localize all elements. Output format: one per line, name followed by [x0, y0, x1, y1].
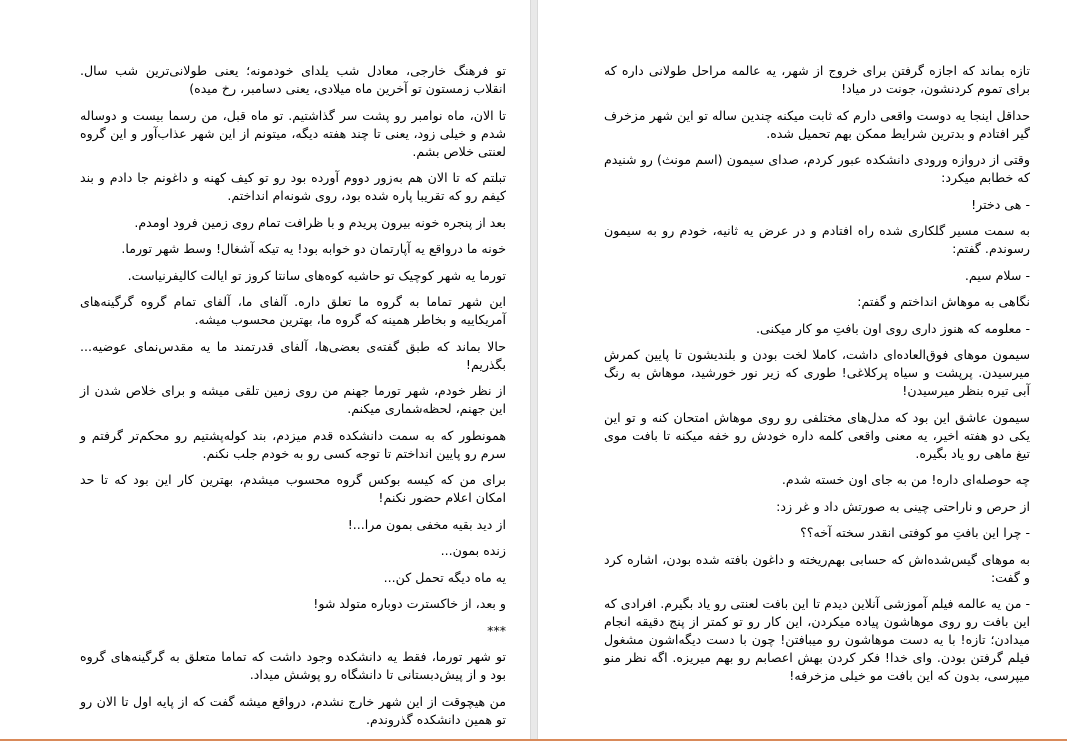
- section-separator: ***: [487, 622, 506, 638]
- left-page: [0, 0, 531, 741]
- paragraph: وقتی از دروازه ورودی دانشکده عبور کردم، صدای سیمون (اسم مونث) رو شنیدم که خطابم میکرد:: [604, 152, 1030, 185]
- left-page-text: [80, 62, 506, 737]
- paragraph: خونه ما درواقع یه آپارتمان دو خوابه بود! یه تیکه آشغال! وسط شهر تورما.: [121, 241, 506, 256]
- paragraph: تورما یه شهر کوچیک تو حاشیه کوه‌های سانتا کروز تو ایالت کالیفرنیاست.: [127, 267, 506, 283]
- dialogue-line: - سلام سیم.: [964, 267, 1030, 283]
- paragraph: برای من که کیسه بوکس گروه محسوب میشدم، بهترین کار این بود که تا حد امکان اعلام حضور نکنم!: [80, 472, 506, 505]
- right-page: [537, 0, 1067, 741]
- paragraph: تو شهر تورما، فقط یه دانشکده وجود داشت که تماما متعلق به گرگینه‌های گروه بود و از پیش‌دبستانی تا دانشگاه رو پوشش میداد.: [80, 649, 506, 682]
- paragraph: چه حوصله‌ای داره! من به جای اون خسته شدم.: [781, 472, 1030, 487]
- paragraph: یه ماه دیگه تحمل کن...: [383, 569, 506, 585]
- paragraph: نگاهی به موهاش انداختم و گفتم:: [857, 294, 1030, 309]
- paragraph: سیمون عاشق این بود که مدل‌های مختلفی رو روی موهاش امتحان کنه و تو این یکی دو هفته اخیر، یه معنی واقعی کلمه داره خودش رو خفه میکنه تا بافت موی تیغ ماهی رو یاد بگیره.: [604, 409, 1030, 461]
- dialogue-line: - من یه عالمه فیلم آموزشی آنلاین دیدم تا این بافت لعنتی رو یاد بگیرم. افرادی که این بافت رو روی موهاشون پیاده میکردن، این کار رو تو کمتر از پنج دقیقه انجام میدادن؛ تازه! با یه دست موهاشون رو میبافتن! چون با دست دیگه‌اشون مشغول فیلم گرفتن بودن. وای خدا! فکر کردن بهش اعصابم رو بهم میریزه. اگه نظر منو میپرسی، بدون که این بافت مو خیلی مزخرفه!: [604, 596, 1030, 683]
- paragraph: از نظر خودم، شهر تورما جهنم من روی زمین تلقی میشه و برای خلاص شدن از این جهنم، لحظه‌شماری میکنم.: [80, 383, 506, 416]
- dialogue-line: - چرا این بافتِ مو کوفتی انقدر سخته آخه؟؟: [800, 525, 1030, 540]
- paragraph: از دید بقیه مخفی بمون مرا...!: [347, 516, 506, 532]
- paragraph: حالا بماند که طبق گفته‌ی بعضی‌ها، آلفای قدرتمند ما یه مقدس‌نمای عوضیه... بگذریم!: [80, 338, 506, 372]
- paragraph: حداقل اینجا یه دوست واقعی دارم که ثابت میکنه چندین ساله تو این شهر مزخرف گیر افتادم و بدترین شرایط ممکن بهم تحمیل شده.: [604, 107, 1030, 141]
- dialogue-line: - معلومه که هنوز داری روی اون بافتِ مو کار میکنی.: [756, 320, 1030, 336]
- paragraph: تبلتم که تا الان هم به‌زور دووم آورده بود رو تو کیف کهنه و داغونم جا دادم و بند کیفم رو که تقریبا پاره شده بود، روی شونه‌ام انداختم.: [80, 170, 506, 203]
- paragraph: زنده بمون...: [440, 543, 506, 558]
- paragraph: بعد از پنجره خونه بیرون پریدم و با ظرافت تمام روی زمین فرود اومدم.: [134, 214, 506, 230]
- paragraph: سیمون موهای فوق‌العاده‌ای داشت، کاملا لخت بودن و بلندیشون تا پایین کمرش میرسیدن. پرپشت و سیاه پرکلاغی! طوری که زیر نور خورشید، موهاش به رنگ آبی تیره بنظر میرسیدن!: [604, 347, 1030, 398]
- paragraph: تازه بماند که اجازه گرفتن برای خروج از شهر، یه عالمه مراحل طولانی داره که برای تموم کردنشون، جونت در میاد!: [604, 63, 1030, 96]
- paragraph: از حرص و ناراحتی چینی به صورتش داد و غر زد:: [776, 498, 1030, 514]
- paragraph: تا الان، ماه نوامبر رو پشت سر گذاشتیم. تو ماه قبل، من رسما بیست و دوساله شدم و خیلی زود، یعنی تا چند هفته دیگه، میتونم از این شهر عذاب‌آور و این گروه لعنتی خلاص بشم.: [80, 107, 506, 159]
- paragraph: من هیچوقت از این شهر خارج نشدم، درواقع میشه گفت که از پایه اول تا الان رو تو همین دانشکده گذروندم.: [80, 693, 506, 727]
- dialogue-line: - هی دختر!: [971, 196, 1030, 212]
- paragraph: همونطور که به سمت دانشکده قدم میزدم، بند کوله‌پشتیم رو محکم‌تر گرفتم و سرم رو پایین انداختم تا توجه کسی رو به خودم جلب نکنم.: [80, 427, 506, 461]
- paragraph: و بعد، از خاکسترت دوباره متولد شو!: [313, 596, 506, 611]
- paragraph: به سمت مسیر گلکاری شده راه افتادم و در عرض یه ثانیه، خودم رو به سیمون رسوندم. گفتم:: [604, 223, 1030, 256]
- paragraph: به موهای گیس‌شده‌اش که حسابی بهم‌ریخته و داغون بافته شده بودن، اشاره کرد و گفت:: [604, 551, 1030, 585]
- right-page-text: [604, 62, 1030, 694]
- paragraph: تو فرهنگ خارجی، معادل شب یلدای خودمونه؛ یعنی طولانی‌ترین شب سال. انقلاب زمستون تو آخرین ماه میلادی، یعنی دسامبر، رخ میده): [80, 63, 506, 96]
- paragraph: این شهر تماما به گروه ما تعلق داره. آلفای ما، آلفای تمام گروه گرگینه‌های آمریکاییه و بخاطر همینه که گروه ما، بهترین محسوب میشه.: [80, 294, 506, 327]
